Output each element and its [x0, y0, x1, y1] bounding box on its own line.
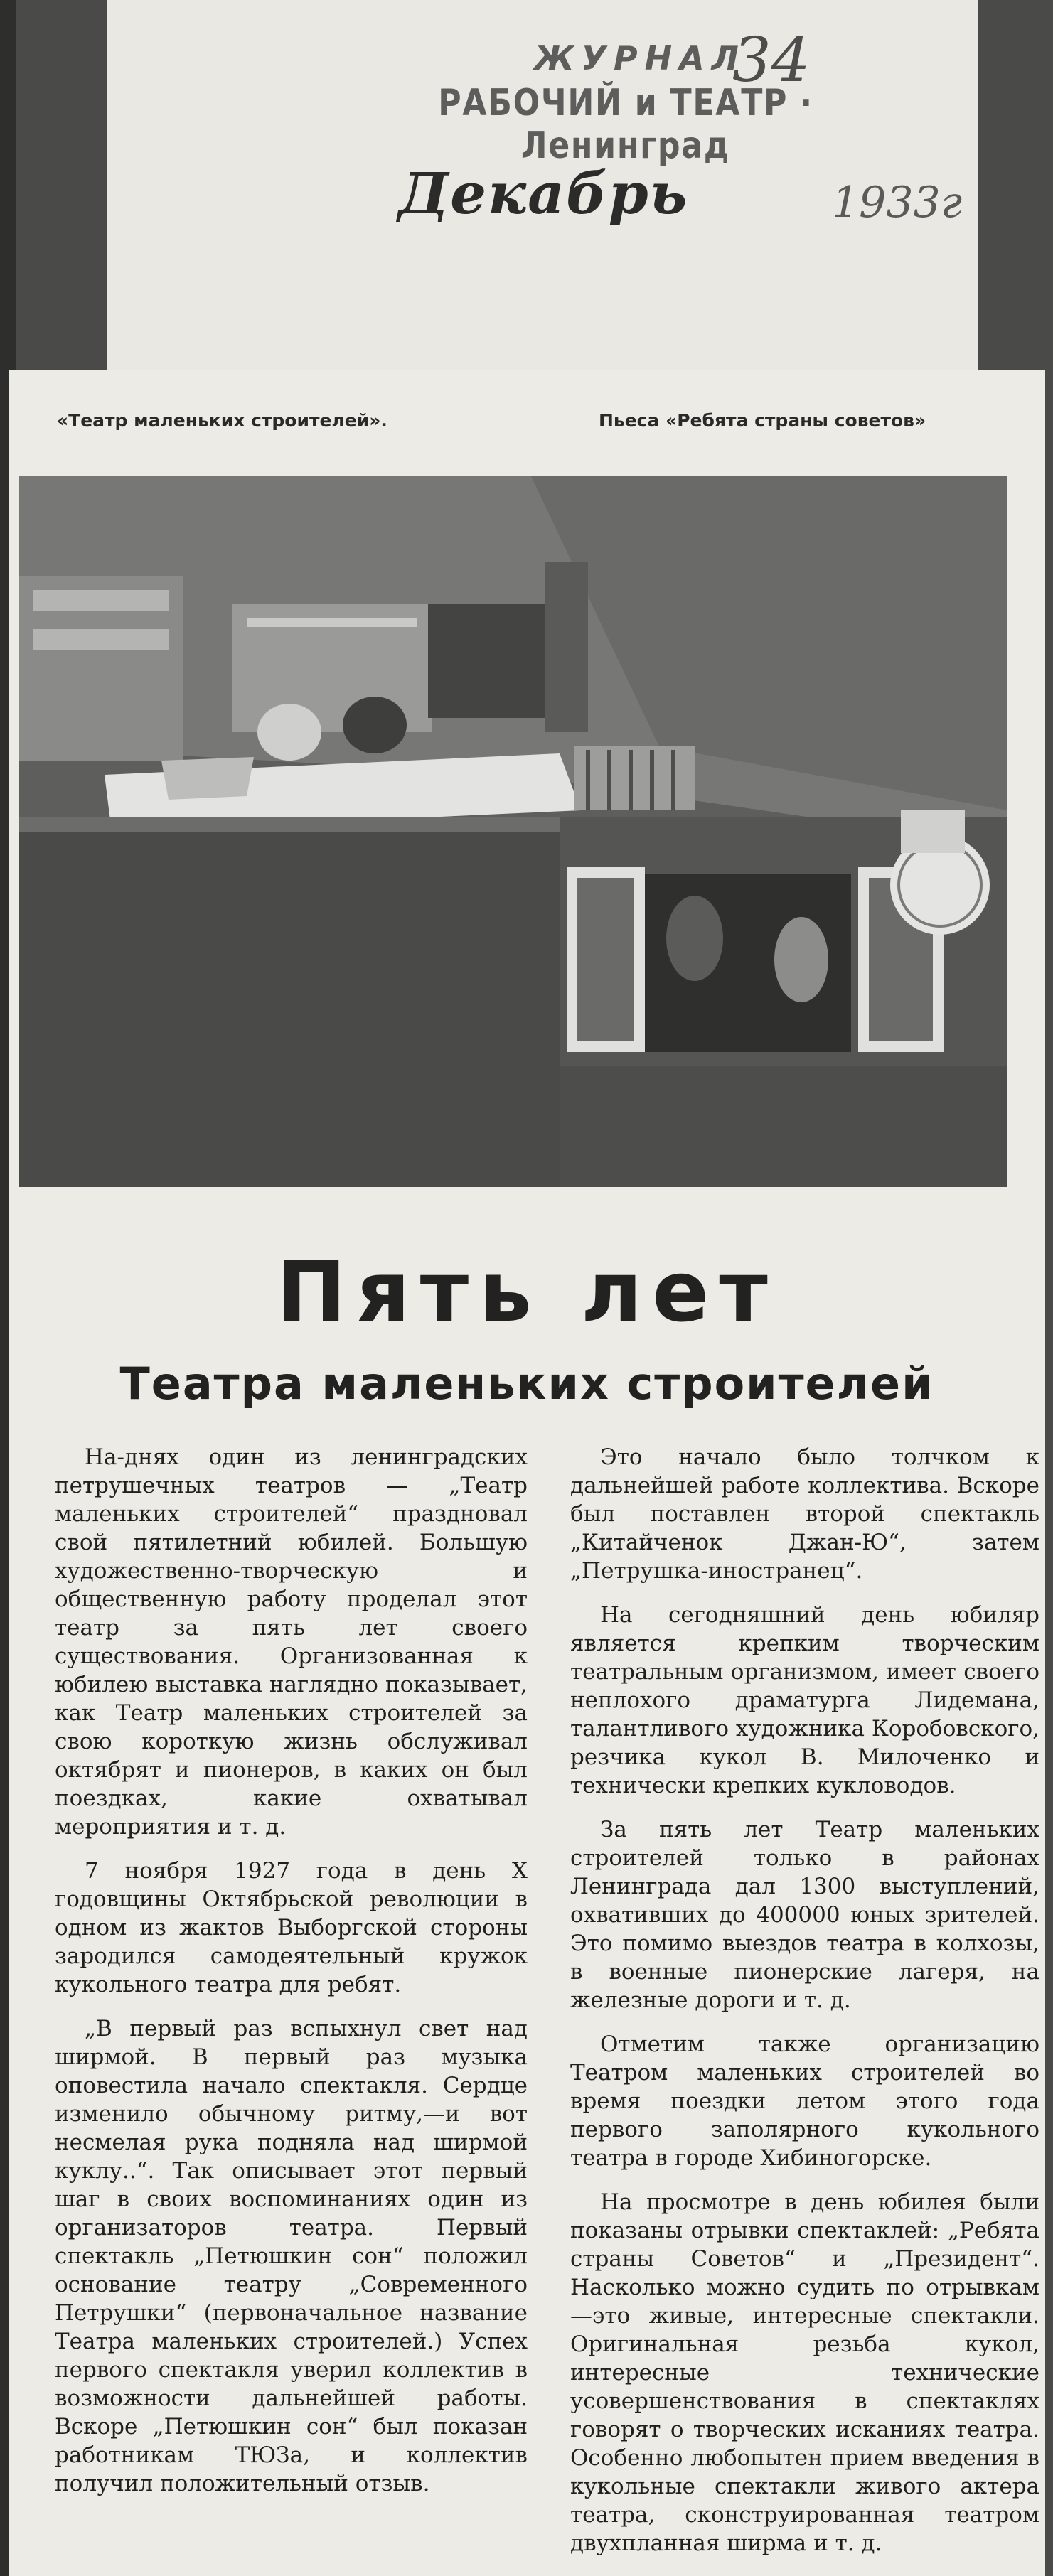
article-left-column: [55, 1443, 528, 2513]
paragraph: На-днях один из ленинградских петрушечных театров — „Театр маленьких строителей“ праздновал свой пятилетний юбилей. Большую художественно-творческую и общественную работу проделал этот театр за пять лет своего существования. Организованная к юбилею выставка наглядно показывает, как Театр маленьких строителей за свою короткую жизнь обслуживал октябрят и пионеров, в каких он был поездках, какие охватывал мероприятия и т. д.: [55, 1444, 528, 1840]
handwritten-month: Декабрь: [398, 160, 689, 227]
photo-caption-right: Пьеса «Ребята страны советов»: [599, 410, 926, 431]
puppet-theatre-photo: [19, 476, 1007, 1187]
paragraph: Отметим также организацию Театром маленьких строителей во время поездки летом этого года первого заполярного кукольного театра в городе Хибиногорске.: [570, 2032, 1039, 2171]
handwritten-year: 1933г: [832, 178, 963, 227]
paragraph: „В первый раз вспыхнул свет над ширмой. В первый раз музыка оповестила начало спектакля. Сердце изменило обычному ритму,—и вот несмелая рука подняла над ширмой куклу..“. Так описывает этот первый шаг в своих воспоминаниях один из организаторов театра. Первый спектакль „Петюшкин сон“ положил основание театру „Современного Петрушки“ (первоначальное название Театра маленьких строителей.) Успех первого спектакля уверил коллектив в возможности дальнейшей работы. Вскоре „Петюшкин сон“ был показан работникам ТЮЗа, и коллектив получил положительный отзыв.: [55, 2016, 528, 2496]
paragraph: За пять лет Театр маленьких строителей только в районах Ленинграда дал 1300 выступлений, охвативших до 400000 юных зрителей. Это помимо выездов театра в колхозы, в военные пионерские лагеря, на железные дороги и т. д.: [570, 1817, 1039, 2013]
paragraph: Это начало было толчком к дальнейшей работе коллектива. Вскоре был поставлен второй спектакль „Китайченок Джан-Ю“, затем „Петрушка-иностранец“.: [570, 1444, 1039, 1584]
handwritten-number: 34: [732, 25, 811, 96]
article-headline: Пять лет: [276, 1243, 778, 1341]
stamp-journal: ЖУРНАЛ: [534, 39, 746, 77]
paragraph: На сегодняшний день юбиляр является крепким творческим театральным организмом, имеет своего неплохого драматурга Лидемана, талантливого художника Коробовского, резчика кукол В. Милоченко и технически крепких кукловодов.: [570, 1602, 1039, 1798]
photo-caption-left: «Театр маленьких строителей».: [57, 410, 387, 431]
article-subheadline: Театра маленьких строителей: [119, 1358, 934, 1410]
newspaper-clipping: [9, 370, 1045, 2576]
catalogue-slip: [107, 0, 978, 370]
article-right-column: [570, 1443, 1039, 2573]
paragraph: 7 ноября 1927 года в день X годовщины Октябрьской революции в одном из жактов Выборгской стороны зародился самодеятельный кружок кукольного театра для ребят.: [55, 1858, 528, 1997]
paragraph: На просмотре в день юбилея были показаны отрывки спектаклей: „Ребята страны Советов“ и „Президент“. Насколько можно судить по отрывкам—это живые, интересные спектакли. Оригинальная резьба кукол, интересные технические усовершенствования в спектаклях говорят о творческих исканиях театра. Особенно любопытен прием введения в кукольные спектакли живого актера театра, сконструированная театром двухпланная ширма и т. д.: [570, 2189, 1039, 2556]
stamp-journal-title: РАБОЧИЙ и ТЕАТР · Ленинград: [438, 82, 813, 167]
